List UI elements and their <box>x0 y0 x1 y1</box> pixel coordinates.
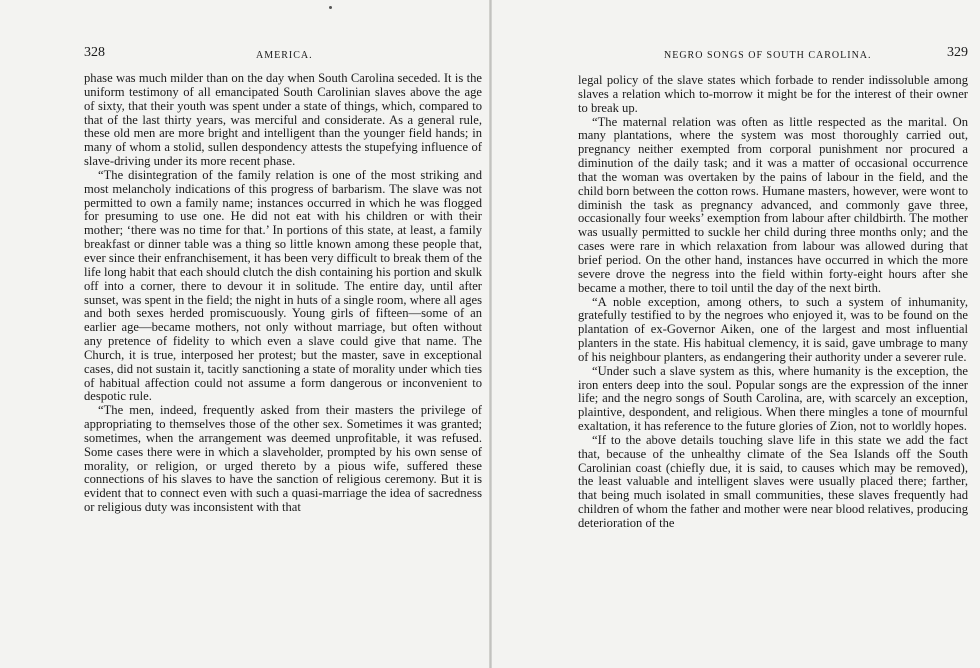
left-running-head <box>84 45 482 66</box>
paragraph: “Under such a slave system as this, where humanity is the exception, the iron enters deep into the soul. Popular songs are the expression of the inner life; and the negro songs of South Carolina, are, with scarcely an exception, plaintive, despondent, and religious. When there mingles a tone of mournful exaltation, it has reference to the future glories of Zion, not to worldly hopes. <box>578 363 968 434</box>
paragraph: “The disintegration of the family relation is one of the most striking and most melancholy indications of this progress of barbarism. The slave was not permitted to own a family name; instances occurred in which he was flogged for presuming to use one. He did not eat with his children or with their mother; ‘there was no time for that.’ In portions of this state, at least, a family breakfast or dinner table was a thing so little known among these people that, ever since their enfranchisement, it has been very difficult to break them of the life long habit that each should clutch the dish containing his portion and skulk off into a corner, there to devour it in solitude. The entire day, until after sunset, was spent in the field; the night in huts of a single room, where all ages and both sexes herded promiscuously. Young girls of fifteen—some of an earlier age—became mothers, not only without marriage, but often without any pretence of fidelity to which even a slave could give that name. The Church, it is true, interposed her protest; but the master, save in exceptional cases, did not sustain it, tacitly sanctioning a state of morality under which ties of habitual affection could not assume a form dangerous or inconvenient to despotic rule. <box>84 167 482 404</box>
paragraph: phase was much milder than on the day when South Carolina seceded. It is the uniform testimony of all emancipated South Carolinian slaves above the age of sixty, that their youth was spent under a state of things, which, compared to that of the last thirty years, was merciful and considerate. As a general rule, these old men are more bright and intelligent than the younger field hands; in many of whom a stolid, sullen despondency attests the stupefying influence of slave-driving under its more recent phase. <box>84 71 482 169</box>
left-page-number: 328 <box>84 45 105 60</box>
left-page <box>84 0 482 668</box>
paragraph: “A noble exception, among others, to such a system of inhumanity, gratefully testified to by the negroes who enjoyed it, was to be found on the plantation of ex-Governor Aiken, one of the largest and most influential planters in the state. His habitual clemency, it is said, gave umbrage to many of his neighbour planters, as endangering their authority under a severer rule. <box>578 294 968 364</box>
right-running-title: NEGRO SONGS OF SOUTH CAROLINA. <box>664 50 872 61</box>
paragraph: “If to the above details touching slave life in this state we add the fact that, because of the unhealthy climate of the Sea Islands off the South Carolinian coast (chiefly due, it is said, to causes which may be removed), the least valuable and intelligent slaves were usually placed there; farther, that being much isolated in small communities, these slaves frequently had children of whom the father and mother were near blood relatives, producing deterioration of the <box>578 432 968 530</box>
paragraph: “The maternal relation was often as little respected as the marital. On many plantations, where the system was most thoroughly carried out, pregnancy neither exempted from corporal punishment nor procured a diminution of the daily task; and it was a matter of occasional occurrence that the woman was overtaken by the pains of labour in the field, and the child born between the cotton rows. Humane masters, however, were wont to diminish the task as pregnancy advanced, and commonly gave three, occasionally four weeks’ exemption from labour after childbirth. The mother was usually permitted to suckle her child during three months only; and the cases were rare in which relaxation from labour was allowed during that brief period. On the other hand, instances have occurred in which the more severe drove the negress into the field within forty-eight hours after she became a mother, there to toil until the day of the next birth. <box>578 114 968 295</box>
right-page <box>578 0 968 668</box>
book-gutter <box>489 0 492 668</box>
right-body-text <box>578 74 968 531</box>
paragraph: “The men, indeed, frequently asked from their masters the privilege of appropriating to themselves those of the other sex. Sometimes it was granted; sometimes, when the arrangement was deemed unprofitable, it was refused. Some cases there were in which a slaveholder, prompted by his own sense of morality, or religion, or urged thereto by a pious wife, suffered these connections of his slaves to have the sanction of religious ceremony. But it is evident that to connect even with such a quasi-marriage the idea of sacredness or religious duty was inconsistent with that <box>84 403 482 515</box>
left-body-text <box>84 72 482 515</box>
right-page-number: 329 <box>947 45 968 60</box>
right-running-head <box>578 45 968 66</box>
left-running-title: AMERICA. <box>256 50 313 61</box>
paragraph: legal policy of the slave states which forbade to render indissoluble among slaves a relation which to-morrow it might be for the interest of their owner to break up. <box>578 73 968 115</box>
